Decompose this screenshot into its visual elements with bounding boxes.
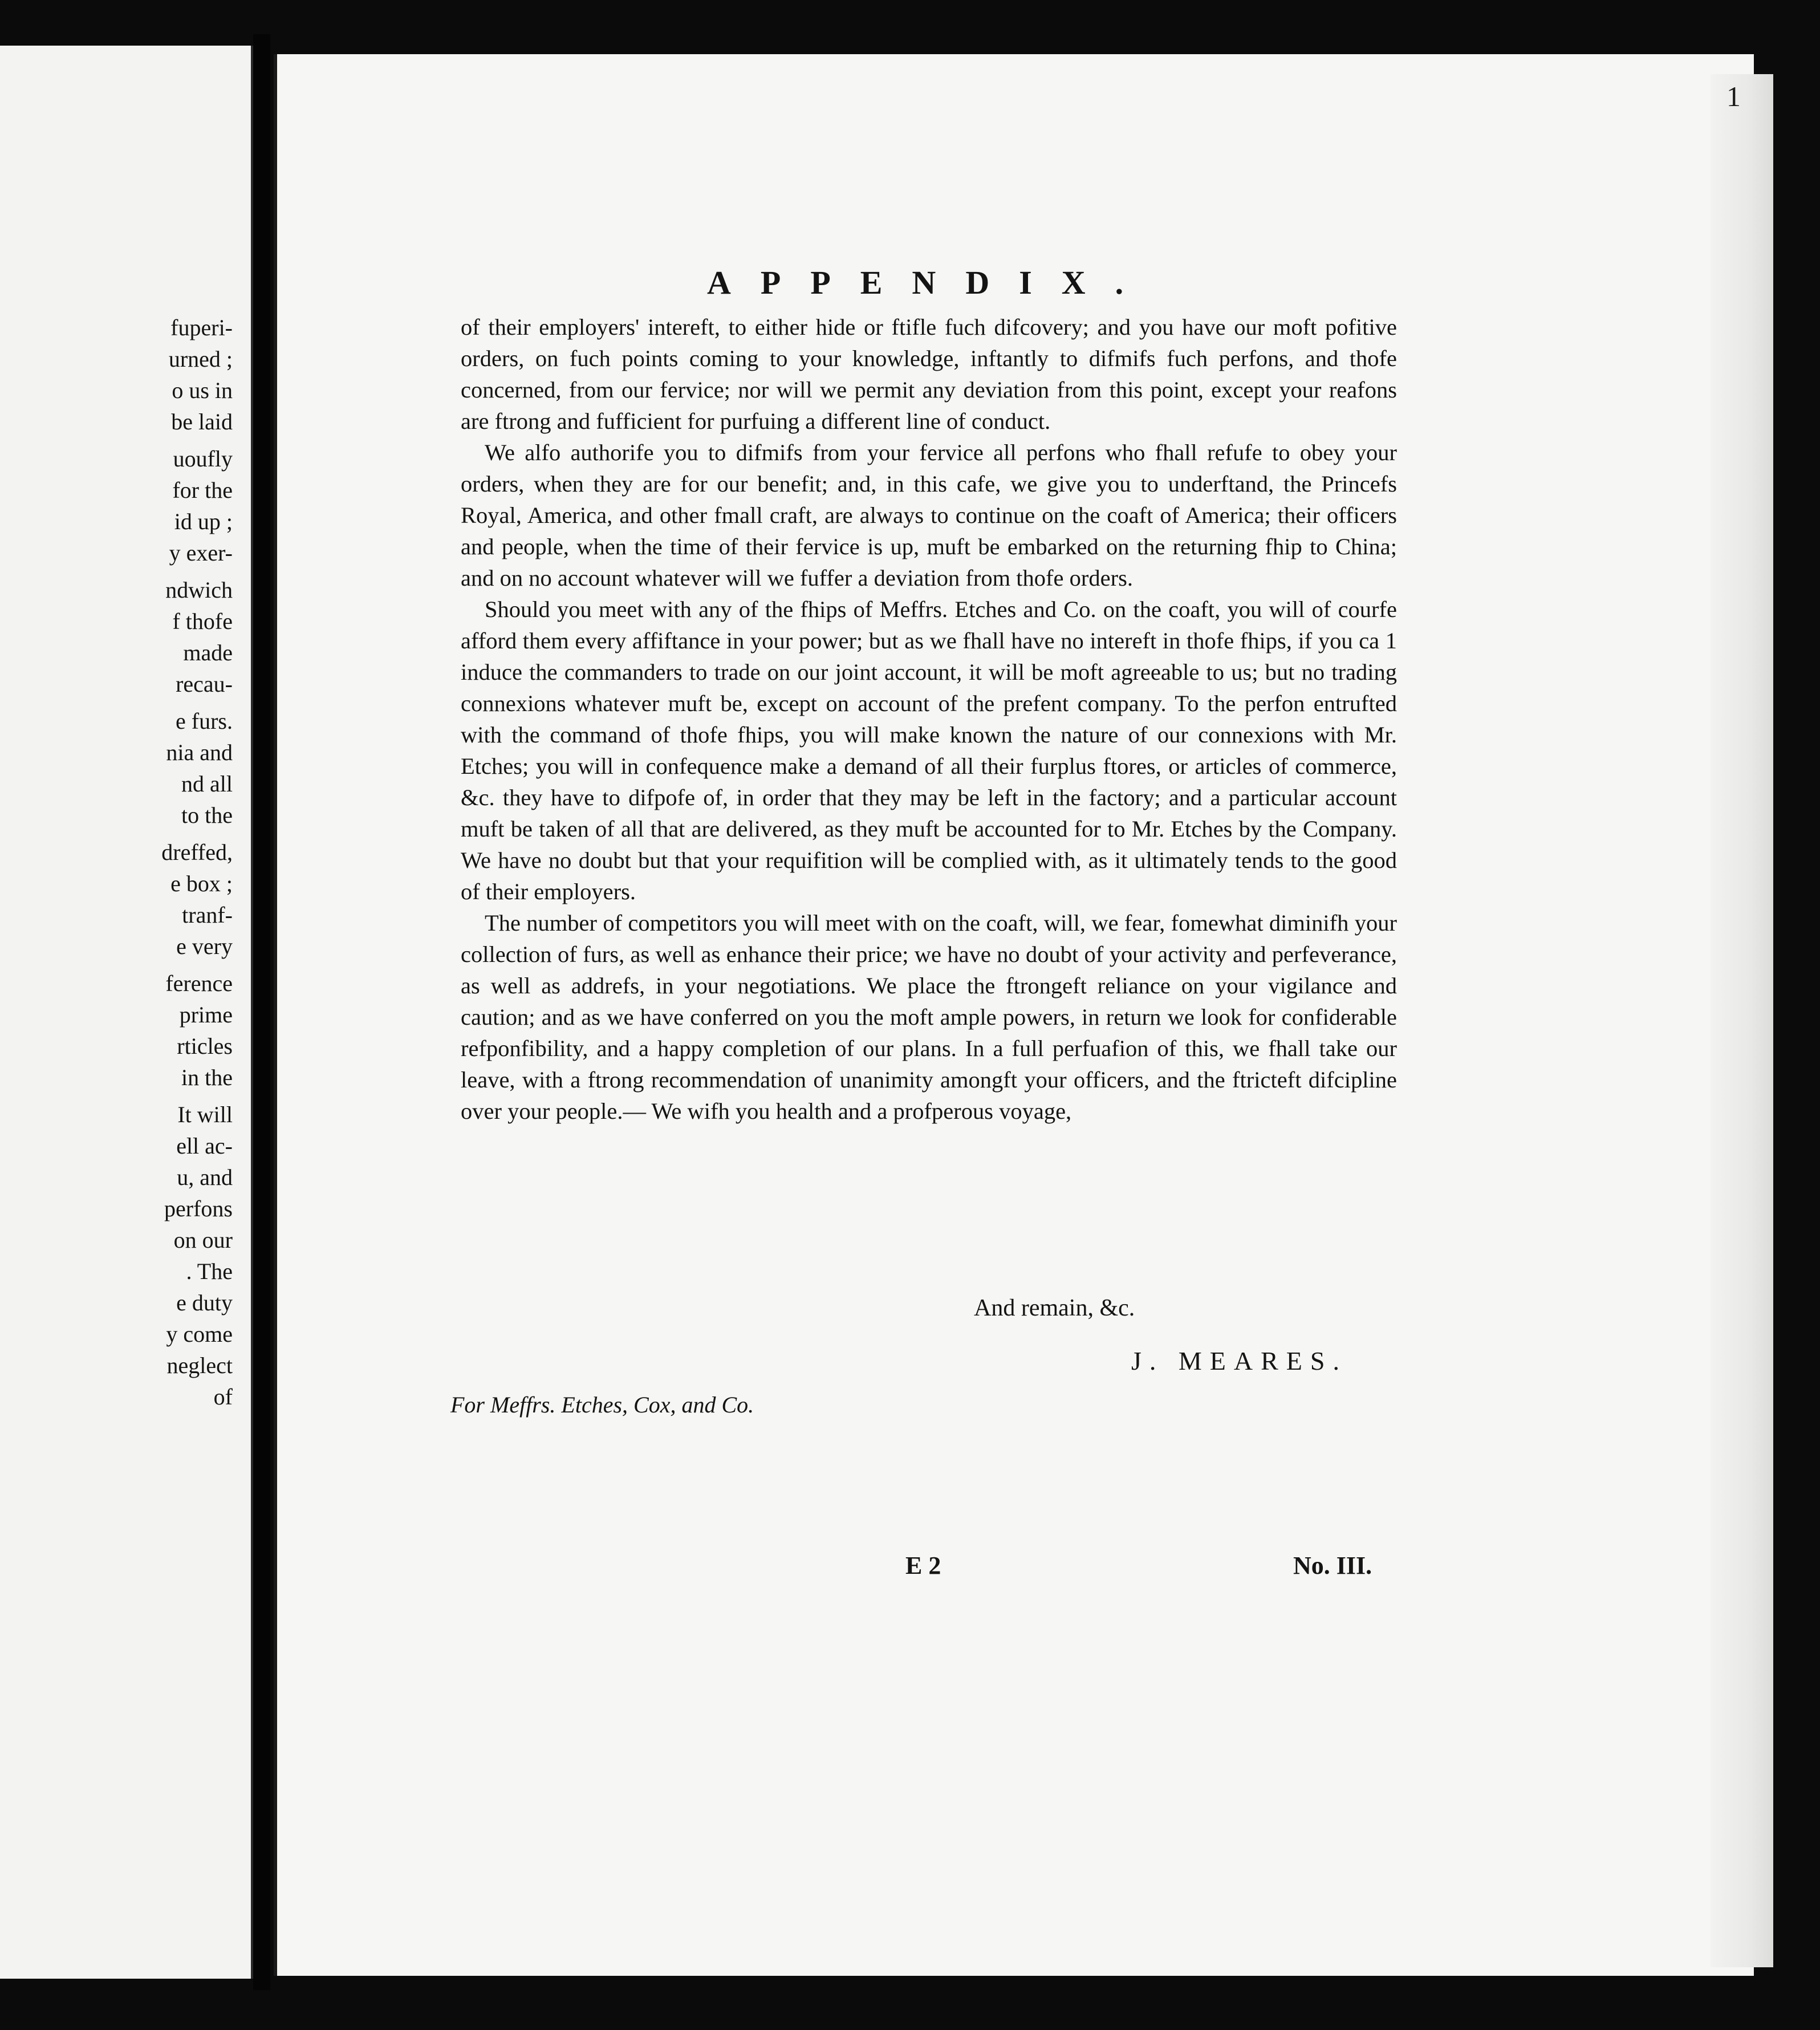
left-page-line: u, and: [177, 1164, 233, 1190]
left-page-line: f thofe: [172, 608, 233, 634]
page-edge: [1711, 74, 1773, 1967]
left-page-line: in the: [181, 1065, 233, 1090]
left-page-line: ndwich: [165, 577, 233, 603]
left-page-line: y come: [166, 1321, 233, 1347]
page-heading: APPENDIX.: [707, 264, 1153, 301]
left-page-line: It will: [177, 1102, 233, 1127]
left-page-line: on our: [173, 1227, 233, 1253]
paragraph: We alfo authorife you to difmifs from your fervice all perfons who fhall refufe to obey your orders, when they are for our benefit; and, in this cafe, we give you to underftand, the Princefs Royal, America, and other fmall craft, are always to continue on the coaft of America; their officers and people, when the time of their fervice is up, muft be embarked on the returning fhip to China; and on no account whatever will we fuffer a deviation from thofe orders.: [461, 440, 1397, 591]
left-page-line: be laid: [171, 409, 233, 435]
left-page-line: tranf-: [182, 902, 233, 928]
left-page-line: ell ac-: [176, 1133, 233, 1159]
left-page-line: to the: [181, 802, 233, 828]
left-page-line: perfons: [164, 1196, 233, 1221]
paragraph: of their employers' intereft, to either hide or ftifle fuch difcovery; and you have our moft pofitive orders, on fuch points coming to your knowledge, inftantly to difmifs fuch perfons, and thofe concerned, from our fervice; nor will we permit any deviation from this point, except your reafons are ftrong and fufficient for purfuing a different line of conduct.: [461, 314, 1397, 434]
left-page-line: rticles: [177, 1033, 233, 1059]
left-page-line: id up ;: [174, 509, 233, 534]
left-page-line: neglect: [166, 1353, 233, 1378]
left-page-line: e very: [176, 933, 233, 959]
left-page-line: e duty: [176, 1290, 233, 1316]
next-document-number: No. III.: [1293, 1552, 1372, 1580]
left-page-line: made: [183, 640, 233, 665]
left-page-line: nia and: [166, 740, 233, 765]
left-page-line: ference: [165, 971, 233, 996]
left-page-line: prime: [179, 1002, 233, 1028]
left-page-line: of: [213, 1384, 233, 1410]
left-page-line: y exer-: [169, 540, 233, 566]
body-text: [461, 311, 1397, 1127]
paragraph: Should you meet with any of the fhips of Meffrs. Etches and Co. on the coaft, you will of courfe afford them every affiftance in your power; but as we fhall have no intereft in thofe fhips, if you ca 1 induce the commanders to trade on our joint account, it will be moft agreeable to us; but no trading connexions whatever muft be, except on account of the prefent company. To the perfon entrufted with the command of thofe fhips, you will make known the nature of our connexions with Mr. Etches; you will in confequence make a demand of all their furplus ftores, or articles of commerce, &c. they have to difpofe of, in order that they may be left in the factory; and a particular account muft be taken of all that are delivered, as they muft be accounted for to Mr. Etches by the Company. We have no doubt but that your requifition will be complied with, as it ultimately tends to the good of their employers.: [461, 596, 1397, 904]
paragraph: The number of competitors you will meet with on the coaft, will, we fear, fomewhat diminifh your collection of furs, as well as enhance their price; we have no doubt of your activity and perfeverance, as well as addrefs, in your negotiations. We place the ftrongeft reliance on your vigilance and caution; and as we have conferred on you the moft ample powers, in return we look for confiderable refponfibility, and a happy completion of our plans. In a full perfuafion of this, we fhall take our leave, with a ftrong recommendation of unanimity amongft your officers, and the ftricteft difcipline over your people.— We wifh you health and a profperous voyage,: [461, 910, 1397, 1124]
left-page-line: e furs.: [176, 708, 233, 734]
left-page-line: dreffed,: [161, 839, 233, 865]
book-gutter: [253, 34, 270, 1990]
edge-mark: 1: [1726, 80, 1741, 112]
left-page-line: uoufly: [173, 446, 233, 472]
signature-mark: E 2: [905, 1552, 941, 1580]
left-page-line: fuperi-: [170, 315, 233, 340]
left-page-line: e box ;: [170, 871, 233, 896]
left-page-line: recau-: [176, 671, 233, 697]
for-line: For Meffrs. Etches, Cox, and Co.: [450, 1392, 754, 1418]
left-page-fragment: [0, 46, 253, 1979]
left-page-line: nd all: [181, 771, 233, 797]
left-page-line: urned ;: [168, 346, 233, 372]
left-page-line: . The: [186, 1258, 233, 1284]
left-page-line: for the: [172, 477, 233, 503]
left-page-line: o us in: [172, 377, 233, 403]
closing-line: And remain, &c.: [974, 1295, 1135, 1321]
signature: J. MEARES.: [1131, 1346, 1347, 1375]
